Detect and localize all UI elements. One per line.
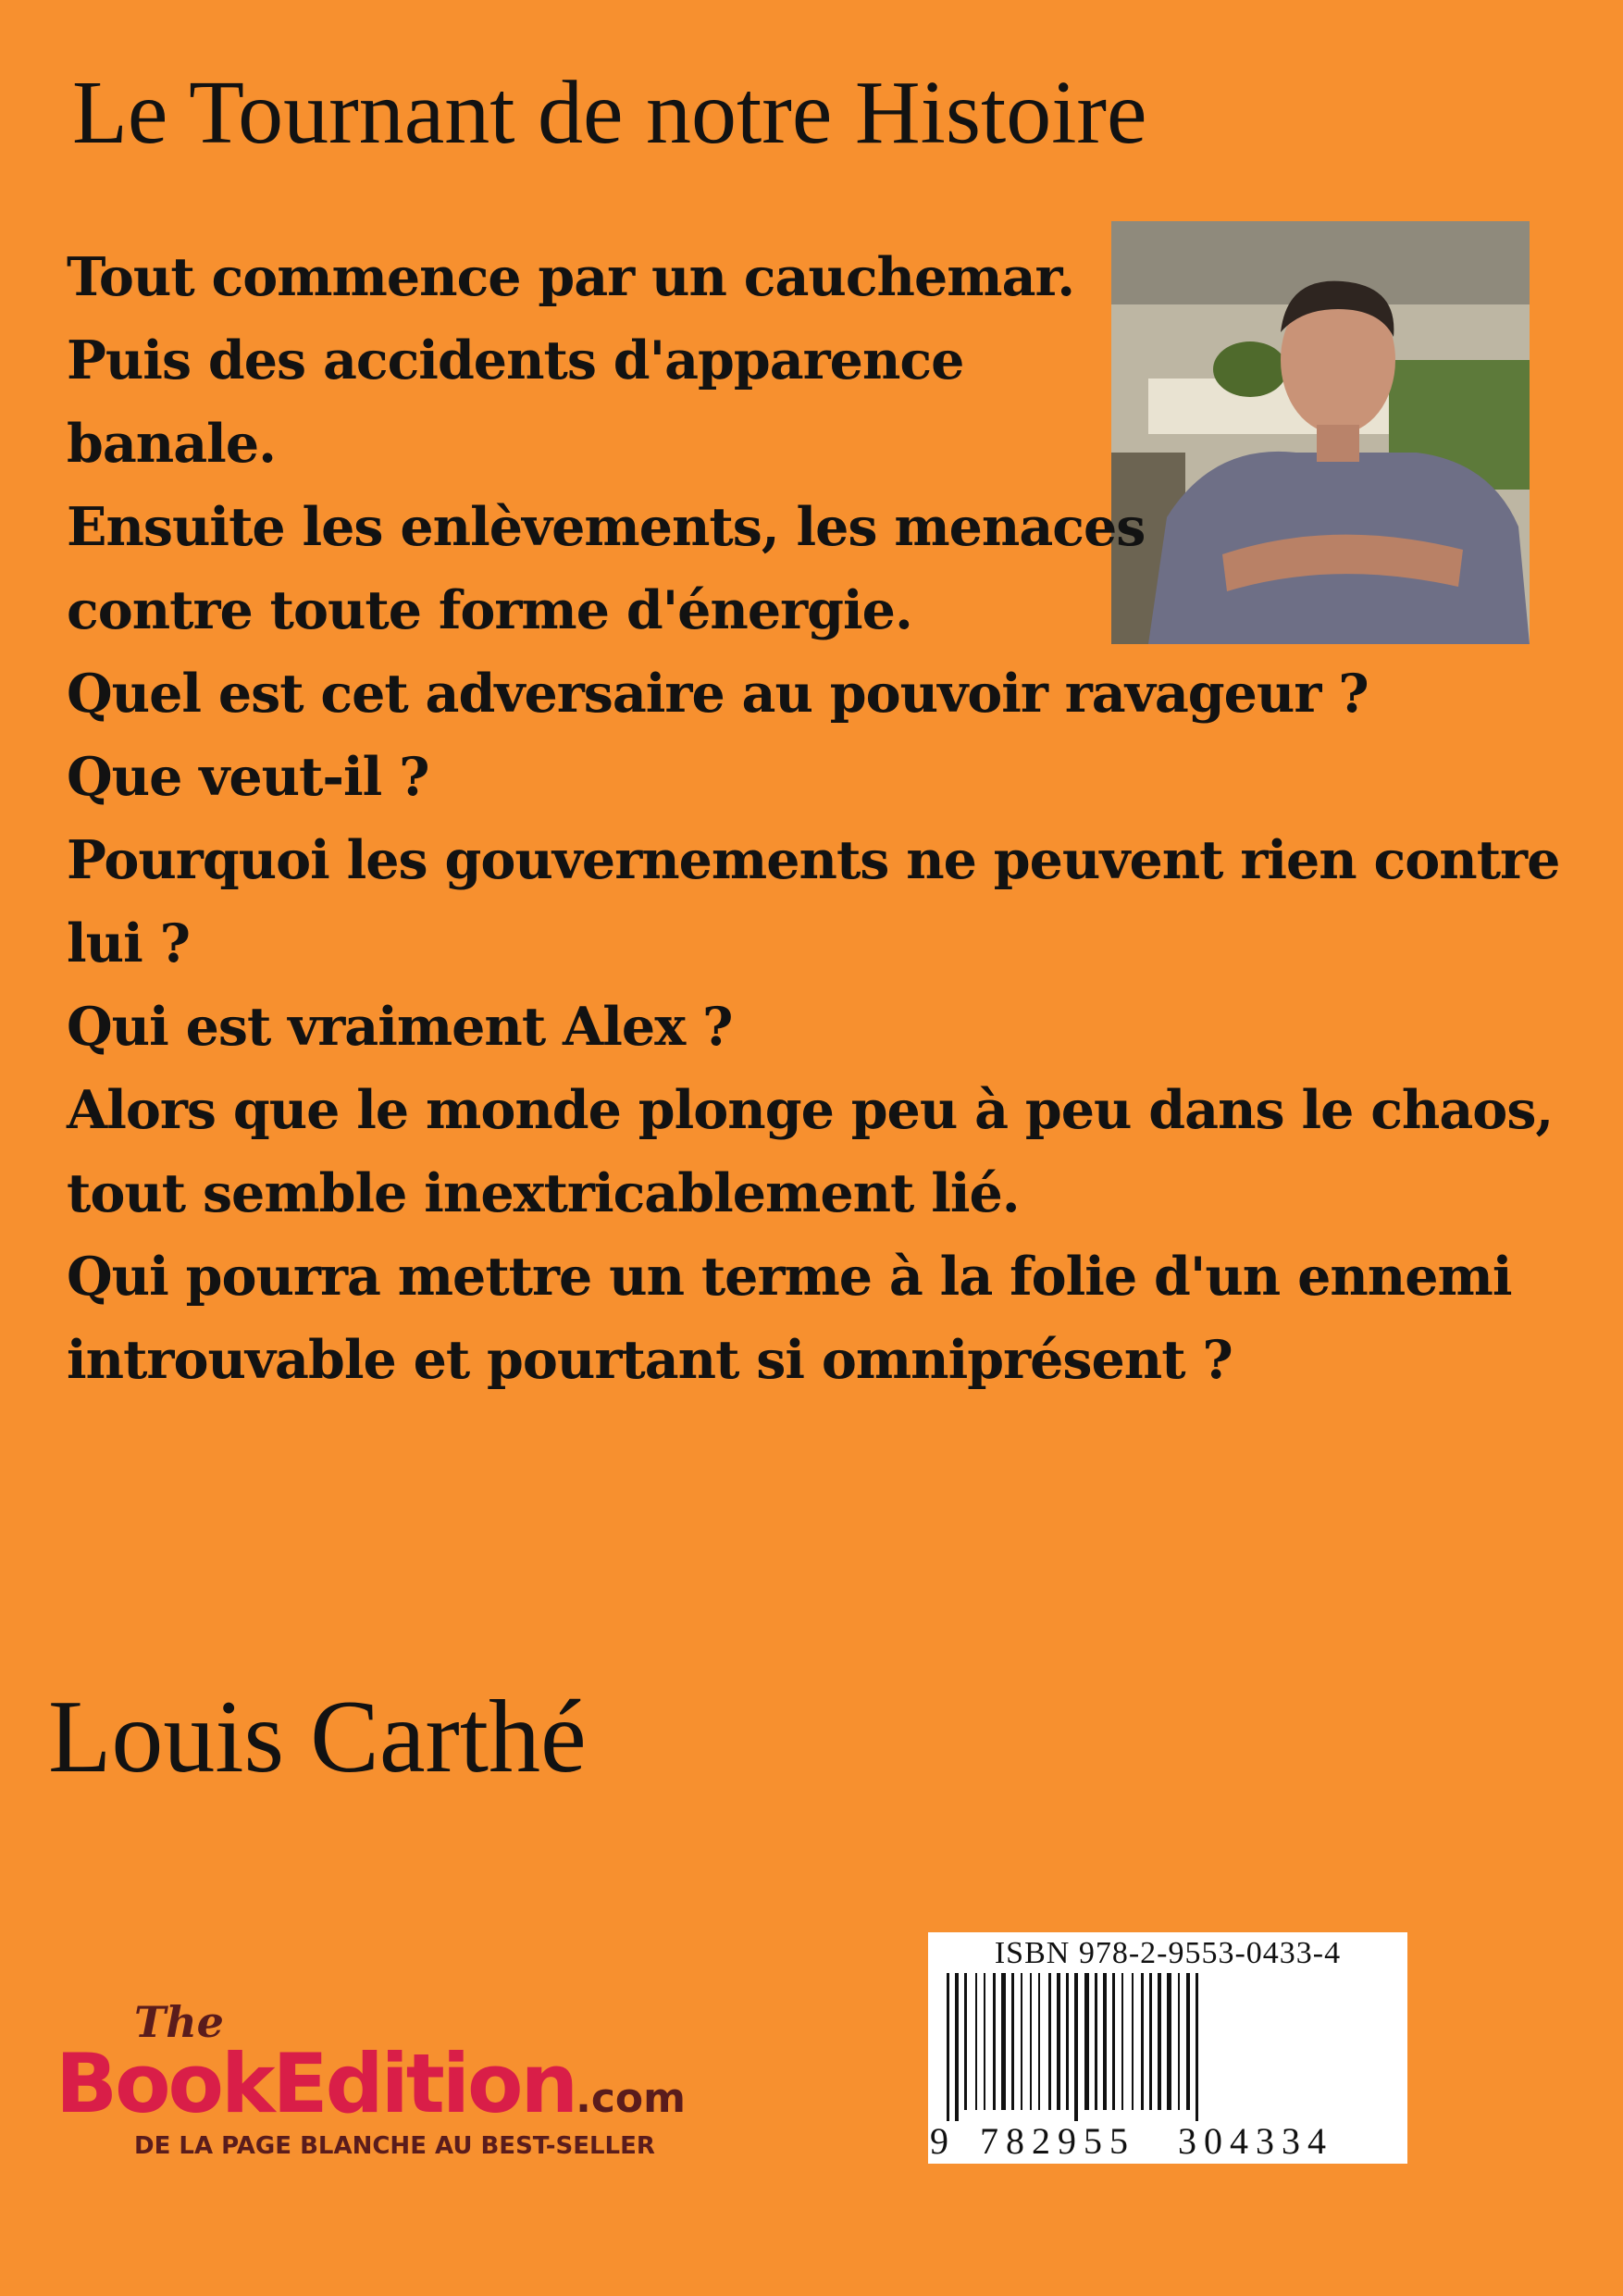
barcode-bar: [955, 1973, 959, 2121]
barcode-bar: [1057, 1973, 1060, 2110]
blurb-line: Alors que le monde plonge peu à peu dans le chaos,: [67, 1079, 1554, 1141]
barcode-bar: [1074, 1973, 1078, 2121]
barcode-bar: [1011, 1973, 1014, 2110]
publisher-logo-name: [56, 2036, 686, 2131]
publisher-name: BookEdition: [56, 2036, 576, 2131]
blurb-line: Ensuite les enlèvements, les menaces: [67, 496, 1146, 558]
barcode-bar: [1030, 1973, 1032, 2110]
blurb-line: Tout commence par un cauchemar.: [67, 246, 1075, 308]
barcode-bar: [1132, 1973, 1134, 2110]
publisher-tagline: DE LA PAGE BLANCHE AU BEST-SELLER: [134, 2132, 655, 2160]
barcode-bar: [964, 1973, 967, 2110]
blurb-line: Pourquoi les gouvernements ne peuvent rien contre: [67, 829, 1560, 891]
author-name: Louis Carthé: [48, 1680, 587, 1794]
barcode-bar: [1178, 1973, 1180, 2110]
blurb-line: introuvable et pourtant si omniprésent ?: [67, 1329, 1233, 1391]
publisher-domain-suffix: .com: [576, 2075, 686, 2122]
back-cover-blurb: [67, 236, 1560, 1402]
barcode-bar: [1066, 1973, 1069, 2110]
publisher-logo: [56, 1997, 740, 2164]
barcode-bar: [1141, 1973, 1144, 2110]
blurb-line: contre toute forme d'énergie.: [67, 579, 912, 641]
ean-left-digits: 782955: [980, 2120, 1135, 2162]
blurb-line: tout semble inextricablement lié.: [67, 1162, 1020, 1224]
blurb-line: banale.: [67, 413, 276, 475]
barcode-bar: [1084, 1973, 1089, 2110]
barcode-bar: [1121, 1973, 1123, 2110]
isbn-barcode: [928, 1932, 1407, 2164]
barcode-bar: [1103, 1973, 1107, 2110]
barcode-bar: [1112, 1973, 1115, 2110]
barcode-bar: [1186, 1973, 1190, 2110]
barcode-bar: [1021, 1973, 1022, 2110]
ean-right-digits: 304334: [1178, 2120, 1333, 2162]
barcode-bars: [939, 1973, 1396, 2130]
barcode-bar: [1149, 1973, 1152, 2110]
barcode-bar: [1167, 1973, 1171, 2110]
barcode-bar: [1048, 1973, 1051, 2110]
barcode-bar: [1095, 1973, 1097, 2110]
barcode-bar: [1158, 1973, 1161, 2110]
blurb-line: Qui pourra mettre un terme à la folie d'un ennemi: [67, 1246, 1512, 1308]
publisher-logo-the: The: [134, 1997, 224, 2047]
blurb-line: Puis des accidents d'apparence: [67, 329, 964, 391]
barcode-bar: [975, 1973, 977, 2110]
isbn-label: ISBN 978-2-9553-0433-4: [994, 1936, 1342, 1970]
barcode-bar: [984, 1973, 985, 2110]
barcode-bar: [1196, 1973, 1198, 2121]
barcode-bar: [993, 1973, 996, 2110]
barcode-bar: [1001, 1973, 1006, 2110]
barcode-bar: [947, 1973, 949, 2121]
blurb-line: Qui est vraiment Alex ?: [67, 996, 733, 1058]
ean-first-digit: 9: [930, 2120, 956, 2162]
barcode-bar: [1038, 1973, 1040, 2110]
blurb-line: Que veut-il ?: [67, 746, 429, 808]
book-title: Le Tournant de notre Histoire: [72, 63, 1147, 163]
blurb-line: lui ?: [67, 912, 190, 974]
blurb-line: Quel est cet adversaire au pouvoir ravageur ?: [67, 663, 1369, 725]
